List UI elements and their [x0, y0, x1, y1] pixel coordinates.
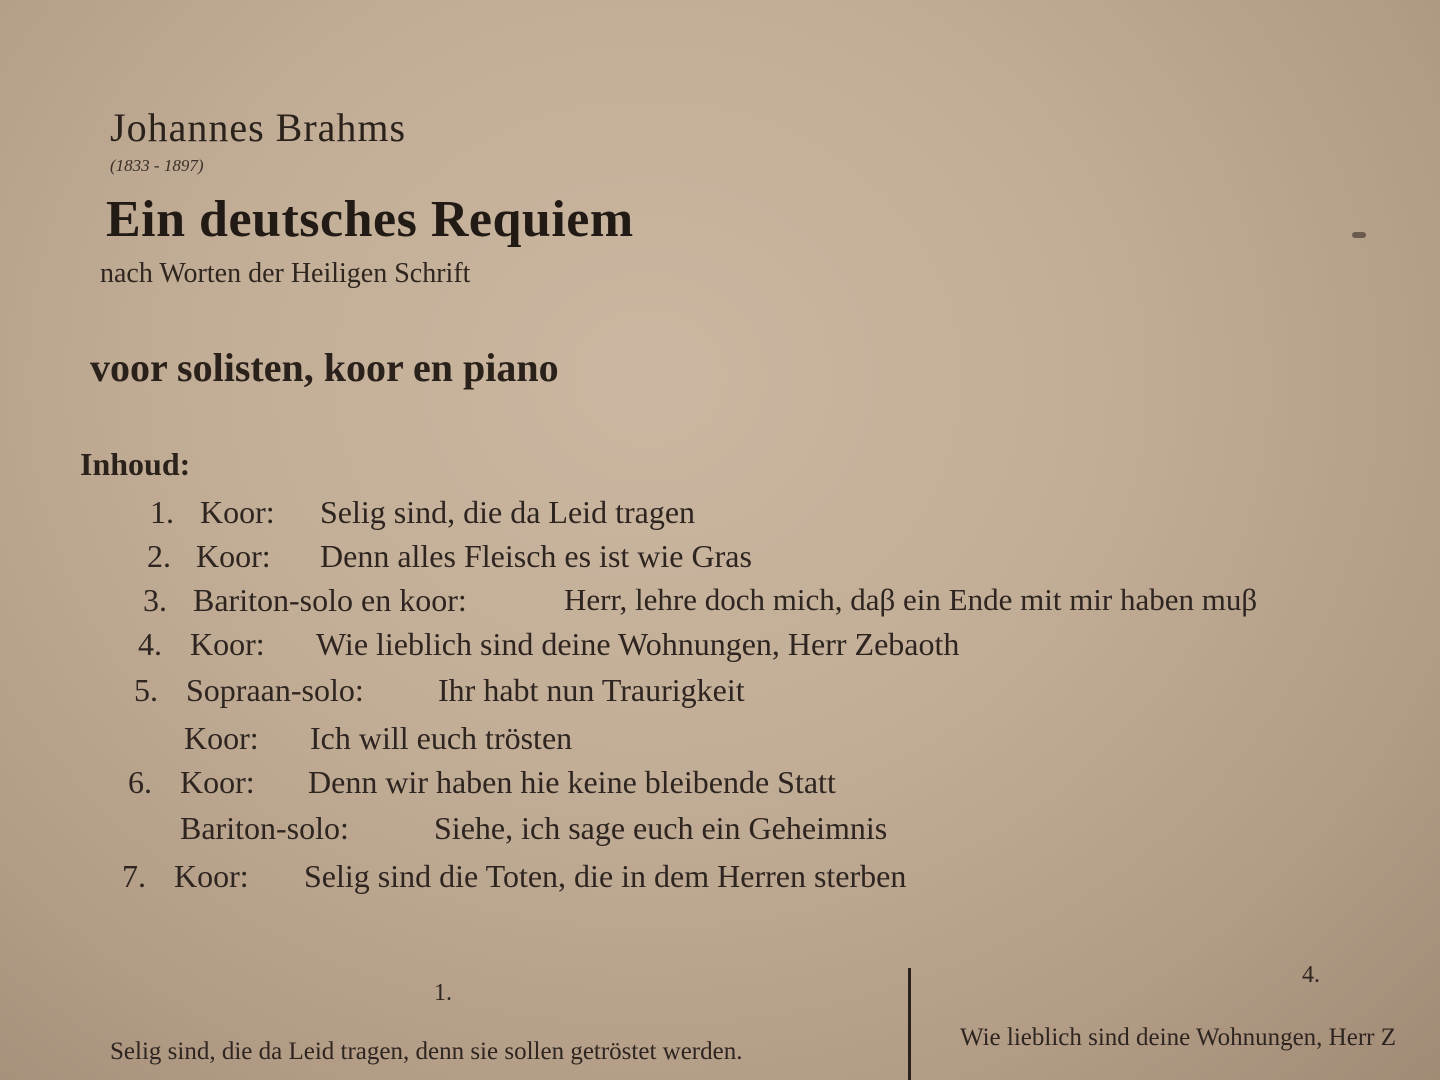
toc-row-number: 4. — [138, 626, 162, 662]
toc-row — [0, 626, 1440, 666]
work-subtitle: nach Worten der Heiligen Schrift — [100, 258, 471, 289]
toc-row — [0, 764, 1440, 804]
work-title: Ein deutsches Requiem — [106, 191, 634, 248]
toc-row-voice: Koor: — [190, 626, 265, 662]
toc-row-voice: Koor: — [200, 494, 275, 530]
toc-row-text: Selig sind die Toten, die in dem Herren sterben — [304, 858, 907, 894]
toc-row-text: Denn wir haben hie keine bleibende Statt — [308, 764, 836, 800]
toc-row-text: Siehe, ich sage euch ein Geheimnis — [434, 810, 888, 846]
toc-row — [0, 858, 1440, 898]
toc-row-voice: Koor: — [184, 720, 259, 756]
toc-row-text: Wie lieblich sind deine Wohnungen, Herr Zebaoth — [316, 626, 960, 662]
paper-speck — [1352, 232, 1366, 238]
toc-heading: Inhoud: — [80, 446, 191, 482]
toc-row-voice: Bariton-solo: — [180, 810, 349, 846]
scoring-line: voor solisten, koor en piano — [90, 345, 559, 390]
movement-number: 4. — [1302, 962, 1320, 988]
toc-row — [0, 582, 1440, 622]
column-divider — [908, 968, 911, 1080]
composer-name: Johannes Brahms — [110, 105, 407, 150]
toc-row — [0, 720, 1440, 760]
toc-row-voice: Sopraan-solo: — [186, 672, 364, 708]
toc-row-text: Denn alles Fleisch es ist wie Gras — [320, 538, 752, 574]
toc-row-text: Ihr habt nun Traurigkeit — [438, 672, 745, 708]
composer-dates: (1833 - 1897) — [110, 156, 204, 175]
toc-row-number: 7. — [122, 858, 146, 894]
toc-row — [0, 538, 1440, 578]
toc-row — [0, 494, 1440, 534]
toc-row-number: 1. — [150, 494, 174, 530]
toc-row-voice: Bariton-solo en koor: — [193, 582, 467, 618]
toc-row-text: Herr, lehre doch mich, daβ ein Ende mit mir haben muβ — [564, 582, 1258, 617]
movement-text: Wie lieblich sind deine Wohnungen, Herr Z — [960, 1024, 1396, 1051]
toc-row-number: 2. — [147, 538, 171, 574]
toc-row-number: 6. — [128, 764, 152, 800]
movement-text: Selig sind, die da Leid tragen, denn sie sollen getröstet werden. — [110, 1038, 743, 1065]
toc-row-number: 3. — [143, 582, 167, 618]
toc-row — [0, 672, 1440, 712]
toc-row-voice: Koor: — [174, 858, 249, 894]
toc-row-voice: Koor: — [196, 538, 271, 574]
toc-row-voice: Koor: — [180, 764, 255, 800]
movement-number: 1. — [434, 980, 452, 1006]
toc-row-text: Selig sind, die da Leid tragen — [320, 494, 696, 530]
toc-row-number: 5. — [134, 672, 158, 708]
toc-row — [0, 810, 1440, 850]
toc-row-text: Ich will euch trösten — [310, 720, 573, 756]
